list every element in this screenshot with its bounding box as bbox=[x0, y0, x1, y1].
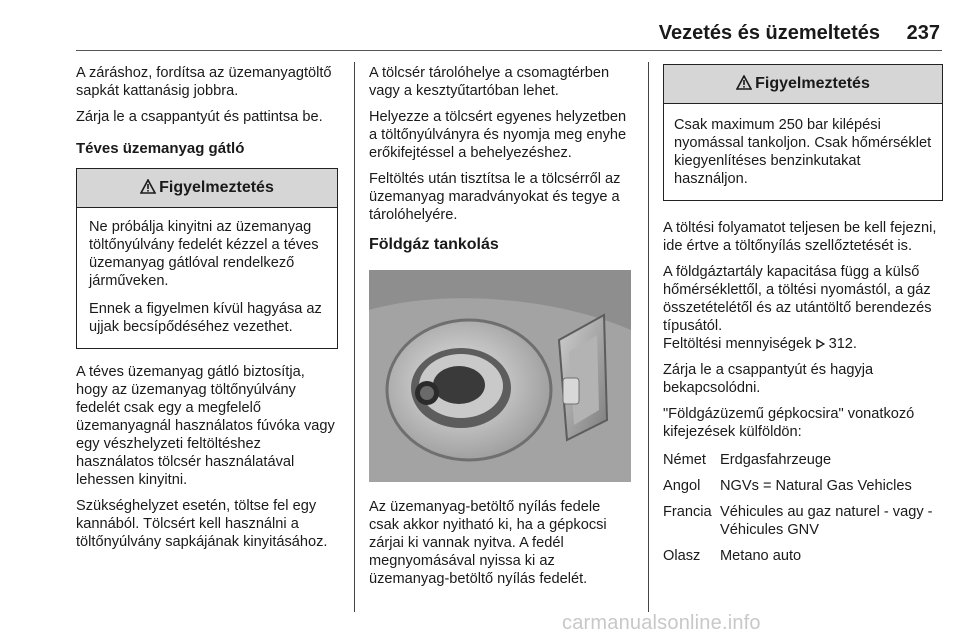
paragraph: A téves üzemanyag gátló biztosítja, hogy az üzemanyag töltőnyúlvány fedelét csak egy a megfelelő üzemanyagnál használatos fúvóka vagy egy vészhelyzeti feltöltéshez használatos tölcsér használatával lehessen kinyitni. bbox=[76, 364, 335, 488]
warning-text: Csak maximum 250 bar kilépési nyomással tankoljon. Csak hőmérséklet kiegyenlítéses benzinkutakat használjon. bbox=[674, 117, 932, 187]
warning-header bbox=[664, 65, 942, 104]
photo-caption: Az üzemanyag-betöltő nyílás fedele csak akkor nyitható ki, ha a gépkocsi zárjai ki vannak nyitva. A fedél megnyomásával nyissa ki az üzemanyag-betöltő nyílás fedelét. bbox=[369, 499, 607, 587]
page-number: 237 bbox=[906, 22, 940, 44]
column-2 bbox=[369, 64, 633, 596]
column-1 bbox=[76, 64, 338, 559]
heading-cng-refuelling: Földgáz tankolás bbox=[369, 236, 499, 253]
paragraph: "Földgázüzemű gépkocsira" vonatkozó kifejezések külföldön: bbox=[663, 406, 915, 440]
term-cell: Metano auto bbox=[720, 548, 802, 564]
table-row bbox=[663, 477, 943, 495]
paragraph: Szükséghelyzet esetén, töltse fel egy kannából. Tölcsért kell használni a töltőnyúlvány sapkájának kinyitásához. bbox=[76, 498, 328, 550]
warning-box bbox=[76, 168, 338, 349]
language-cell: Angol bbox=[663, 478, 701, 494]
paragraph: Helyezze a tölcsért egyenes helyzetben a töltőnyúlványra és nyomja meg enyhe erőkifejtéssel a behelyezéshez. bbox=[369, 109, 627, 161]
language-terms-table bbox=[663, 451, 943, 565]
language-cell: Francia bbox=[663, 504, 712, 520]
capacity-page-link[interactable]: 312. bbox=[828, 336, 857, 352]
table-row bbox=[663, 547, 943, 565]
warning-text: Ennek a figyelmen kívül hagyása az ujjak becsípődéséhez vezethet. bbox=[89, 301, 322, 335]
language-cell: Olasz bbox=[663, 548, 701, 564]
warning-box bbox=[663, 64, 943, 201]
table-row bbox=[663, 451, 943, 469]
warning-title: Figyelmeztetés bbox=[755, 75, 870, 92]
paragraph: A földgáztartály kapacitása függ a külső hőmérséklettől, a töltési nyomástól, a gáz összetételétől és az utántöltő berendezés típusától. bbox=[663, 264, 932, 334]
section-title: Vezetés és üzemeltetés bbox=[658, 22, 880, 44]
warning-header bbox=[77, 169, 337, 208]
warning-body bbox=[664, 104, 942, 200]
term-cell: NGVs = Natural Gas Vehicles bbox=[720, 478, 912, 494]
column-3 bbox=[663, 64, 943, 573]
paragraph: Zárja le a csappantyút és pattintsa be. bbox=[76, 109, 323, 125]
heading-misfuel-inhibitor: Téves üzemanyag gátló bbox=[76, 140, 245, 157]
header-rule bbox=[76, 50, 942, 51]
capacity-text: Feltöltési mennyiségek bbox=[663, 336, 812, 352]
language-cell: Német bbox=[663, 452, 706, 468]
column-divider bbox=[648, 62, 649, 612]
paragraph: A záráshoz, fordítsa az üzemanyagtöltő sapkát kattanásig jobbra. bbox=[76, 65, 332, 99]
warning-title: Figyelmeztetés bbox=[159, 179, 274, 196]
term-cell: Erdgasfahrzeuge bbox=[720, 452, 832, 468]
paragraph: A tölcsér tárolóhelye a csomagtérben vagy a kesztyűtartóban lehet. bbox=[369, 65, 610, 99]
paragraph: A töltési folyamatot teljesen be kell fejezni, ide értve a töltőnyílás szellőztetését is. bbox=[663, 220, 937, 254]
paragraph: Zárja le a csappantyút és hagyja bekapcsolódni. bbox=[663, 362, 874, 396]
table-row bbox=[663, 503, 943, 539]
term-cell: Véhicules au gaz naturel - vagy - Véhicules GNV bbox=[720, 504, 933, 538]
capacity-reference bbox=[663, 335, 943, 353]
page-ref-arrow-icon bbox=[816, 336, 829, 352]
warning-body bbox=[77, 208, 337, 348]
warning-triangle-icon bbox=[140, 171, 156, 209]
warning-text: Ne próbálja kinyitni az üzemanyag töltőnyúlvány fedelét kézzel a téves üzemanyag gátlóval rendelkező járműveken. bbox=[89, 219, 319, 289]
fuel-filler-illustration bbox=[369, 270, 631, 482]
column-divider bbox=[354, 62, 355, 612]
paragraph: Feltöltés után tisztítsa le a tölcsérről az üzemanyag maradványokat és tegye a tárolóhelyére. bbox=[369, 171, 621, 223]
watermark: carmanualsonline.info bbox=[562, 612, 761, 634]
fuel-filler-photo bbox=[369, 270, 631, 482]
warning-triangle-icon bbox=[736, 67, 752, 105]
